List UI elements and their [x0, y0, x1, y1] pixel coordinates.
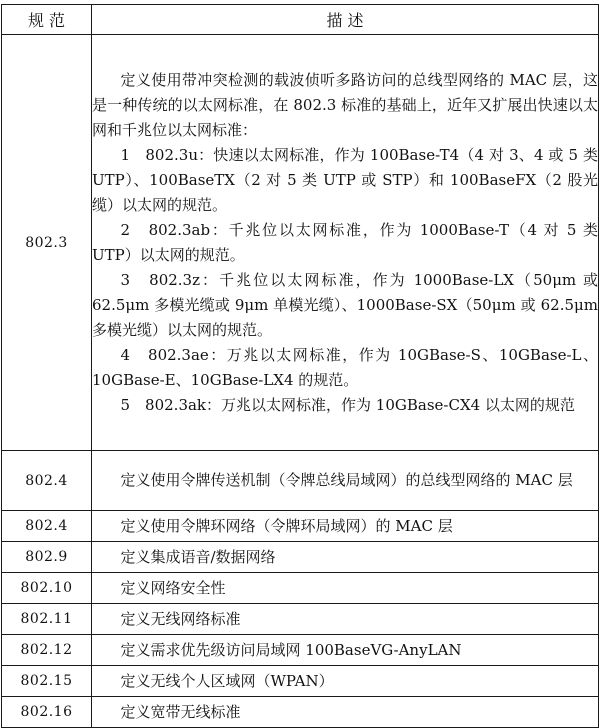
table-row [2, 542, 599, 573]
spec-code: 802.10 [2, 573, 92, 604]
table-row [2, 635, 599, 666]
description-paragraph: 4 802.3ae：万兆以太网标准，作为 10GBase-S、10GBase-L、10GBase-E、10GBase-LX4 的规范。 [92, 345, 598, 389]
table-row [2, 573, 599, 604]
description-paragraph: 定义使用令牌环网络（令牌环局域网）的 MAC 层 [120, 516, 453, 535]
description-paragraph: 定义使用令牌传送机制（令牌总线局域网）的总线型网络的 MAC 层 [120, 471, 573, 489]
description-paragraph: 定义集成语音/数据网络 [120, 547, 276, 566]
table-row [2, 666, 599, 697]
table-row [2, 35, 599, 451]
header-spec: 规 范 [2, 5, 92, 35]
header-description: 描 述 [92, 5, 599, 35]
table-row [2, 451, 599, 511]
spec-description [92, 666, 599, 697]
spec-code: 802.15 [2, 666, 92, 697]
description-paragraph: 定义无线个人区域网（WPAN） [120, 671, 334, 690]
spec-description [92, 35, 599, 451]
spec-code: 802.12 [2, 635, 92, 666]
spec-code: 802.3 [2, 35, 92, 451]
table-row [2, 697, 599, 728]
spec-code: 802.16 [2, 697, 92, 728]
description-paragraph: 定义网络安全性 [120, 578, 226, 597]
spec-description [92, 511, 599, 542]
table-row [2, 604, 599, 635]
header-row [2, 5, 599, 35]
description-paragraph: 5 802.3ak：万兆以太网标准，作为 10GBase-CX4 以太网的规范 [120, 395, 575, 414]
ieee-802-spec-table [1, 4, 599, 728]
spec-code: 802.11 [2, 604, 92, 635]
spec-description [92, 604, 599, 635]
description-paragraph: 定义无线网络标准 [120, 609, 241, 628]
spec-description [92, 542, 599, 573]
spec-description [92, 451, 599, 511]
spec-code: 802.4 [2, 511, 92, 542]
description-paragraph: 3 802.3z：千兆位以太网标准，作为 1000Base-LX（50μm 或 62.5μm 多模光缆或 9μm 单模光缆）、1000Base-SX（50μm 或 62.5μm 多模光缆）以太网的规范。 [92, 270, 598, 339]
table-row [2, 511, 599, 542]
spec-description [92, 697, 599, 728]
description-paragraph: 1 802.3u：快速以太网标准，作为 100Base-T4（4 对 3、4 或 5 类 UTP）、100BaseTX（2 对 5 类 UTP 或 STP）和 100BaseFX（2 股光缆）以太网的规范。 [92, 145, 598, 214]
spec-description [92, 635, 599, 666]
spec-description [92, 573, 599, 604]
spec-code: 802.4 [2, 451, 92, 511]
description-paragraph: 定义使用带冲突检测的载波侦听多路访问的总线型网络的 MAC 层，这是一种传统的以太网标准，在 802.3 标准的基础上，近年又扩展出快速以太网和千兆位以太网标准： [92, 70, 598, 139]
spec-code: 802.9 [2, 542, 92, 573]
description-paragraph: 定义需求优先级访问局域网 100BaseVG-AnyLAN [120, 640, 462, 659]
description-paragraph: 定义宽带无线标准 [120, 702, 241, 721]
description-paragraph: 2 802.3ab：千兆位以太网标准，作为 1000Base-T（4 对 5 类 UTP）以太网的规范。 [92, 220, 598, 264]
